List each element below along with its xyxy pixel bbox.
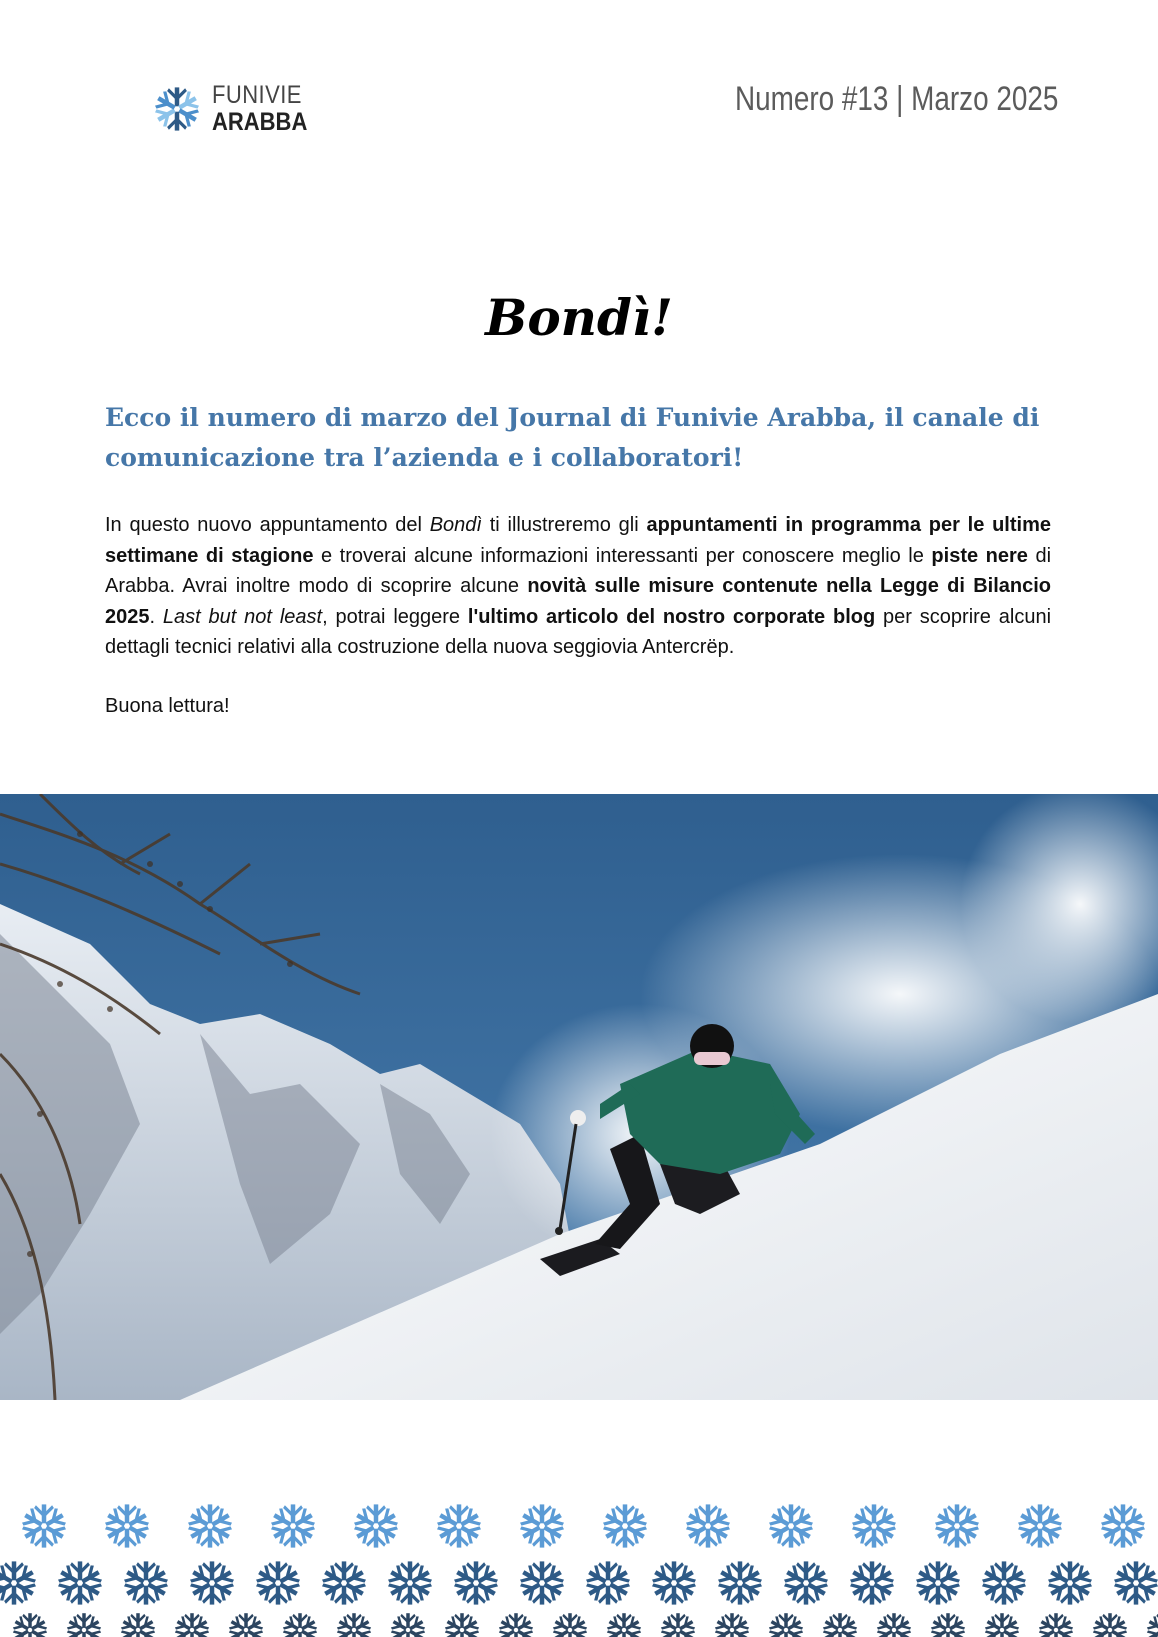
- snowflake-icon: [1038, 1613, 1075, 1637]
- intro-text-segment: ti illustreremo gli: [481, 514, 647, 536]
- funivie-arabba-logo: [150, 80, 320, 138]
- snowflake-icon: [174, 1613, 211, 1637]
- logo-text-arabba: ARABBA: [212, 108, 308, 136]
- intro-text-segment: In questo nuovo appuntamento del: [105, 514, 430, 536]
- snowflake-icon: [933, 1504, 980, 1547]
- snowflake-icon: [122, 1561, 169, 1604]
- snowflake-icon: [269, 1504, 316, 1547]
- snowflake-icon: [716, 1561, 763, 1604]
- intro-text-segment: e troverai alcune informazioni interessanti per conoscere meglio le: [313, 544, 932, 567]
- snowflake-icon: [984, 1613, 1021, 1637]
- skier-photo: [0, 794, 1158, 1400]
- snowflake-icon: [390, 1613, 427, 1637]
- snowflake-icon: [714, 1613, 751, 1637]
- snowflake-icon: [320, 1561, 367, 1604]
- snowflake-icon: [336, 1613, 373, 1637]
- snowflake-icon: [186, 1504, 233, 1547]
- intro-text-segment: Bondì: [429, 514, 482, 536]
- snowflake-icon: [56, 1561, 103, 1604]
- snowflake-icon: [930, 1613, 967, 1637]
- snowflake-icon: [452, 1561, 499, 1604]
- snowflake-icon: [848, 1561, 895, 1604]
- intro-text-segment: l'ultimo articolo del nostro corporate blog: [467, 605, 876, 628]
- snowflake-icon: [120, 1613, 157, 1637]
- intro-text-segment: , potrai leggere: [322, 605, 468, 628]
- logo-text-funivie: FUNIVIE: [212, 81, 302, 109]
- snowflake-icon: [1099, 1504, 1146, 1547]
- snowflake-icon: [684, 1504, 731, 1547]
- snowflake-icon: [1146, 1613, 1158, 1637]
- page-header: [0, 0, 1158, 200]
- issue-label: Numero #13 | Marzo 2025: [734, 80, 1058, 118]
- snowflake-icon: [518, 1561, 565, 1604]
- snowflake-icon: [254, 1561, 301, 1604]
- snowflake-icon: [352, 1504, 399, 1547]
- snowflake-pattern: [0, 1490, 1158, 1637]
- intro-text-segment: piste nere: [931, 544, 1028, 567]
- snowflake-icon: [386, 1561, 433, 1604]
- snowflake-icon: [20, 1504, 67, 1547]
- snowflake-icon: [914, 1561, 961, 1604]
- snowflake-icon: [768, 1613, 805, 1637]
- snowflake-icon: [660, 1613, 697, 1637]
- snowflake-icon: [103, 1504, 150, 1547]
- snowflake-icon: [188, 1561, 235, 1604]
- snowflake-icon: [12, 1613, 49, 1637]
- snowflake-icon: [822, 1613, 859, 1637]
- snowflake-icon: [606, 1613, 643, 1637]
- snowflake-icon: [650, 1561, 697, 1604]
- snowflake-icon: [282, 1613, 319, 1637]
- intro-text-segment: di Arabba. Avrai inoltre modo di scoprire alcune: [105, 544, 1052, 597]
- intro-text-segment: Last but not least: [162, 605, 323, 628]
- snowflake-icon: [498, 1613, 535, 1637]
- snowflake-icon: [518, 1504, 565, 1547]
- snowflake-icon: [1016, 1504, 1063, 1547]
- snowflake-icon: [782, 1561, 829, 1604]
- lead-paragraph: Ecco il numero di marzo del Journal di Funivie Arabba, il canale di comunicazione tra l’azienda e i collaboratori!: [105, 403, 1040, 472]
- snowflake-icon: [767, 1504, 814, 1547]
- snowflake-icon: [584, 1561, 631, 1604]
- snowflake-icon: [66, 1613, 103, 1637]
- snowflake-icon: [850, 1504, 897, 1547]
- intro-text-segment: .: [149, 605, 163, 628]
- snowflake-icon: [435, 1504, 482, 1547]
- snowflake-icon: [980, 1561, 1027, 1604]
- intro-paragraph: [105, 510, 1051, 663]
- snowflake-icon: [1092, 1613, 1129, 1637]
- snowflake-icon: [0, 1561, 38, 1604]
- snowflake-icon: [228, 1613, 265, 1637]
- snowflake-icon: [1046, 1561, 1093, 1604]
- snowflake-icon: [876, 1613, 913, 1637]
- snowflake-icon: [444, 1613, 481, 1637]
- signoff-text: Buona lettura!: [105, 695, 230, 717]
- snowflake-icon: [1112, 1561, 1158, 1604]
- intro-text-segment: appuntamenti in programma per le ultime settimane di stagione: [105, 514, 1051, 567]
- intro-text-segment: per scoprire alcuni dettagli tecnici relativi alla costruzione della nuova seggiovia Antercrëp.: [105, 605, 1052, 658]
- intro-text-segment: novità sulle misure contenute nella Legge di Bilancio 2025: [105, 575, 1051, 628]
- greeting-title: Bondì!: [485, 288, 673, 347]
- snowflake-icon: [601, 1504, 648, 1547]
- snowflake-icon: [552, 1613, 589, 1637]
- snowflake-logo-icon: [150, 80, 204, 138]
